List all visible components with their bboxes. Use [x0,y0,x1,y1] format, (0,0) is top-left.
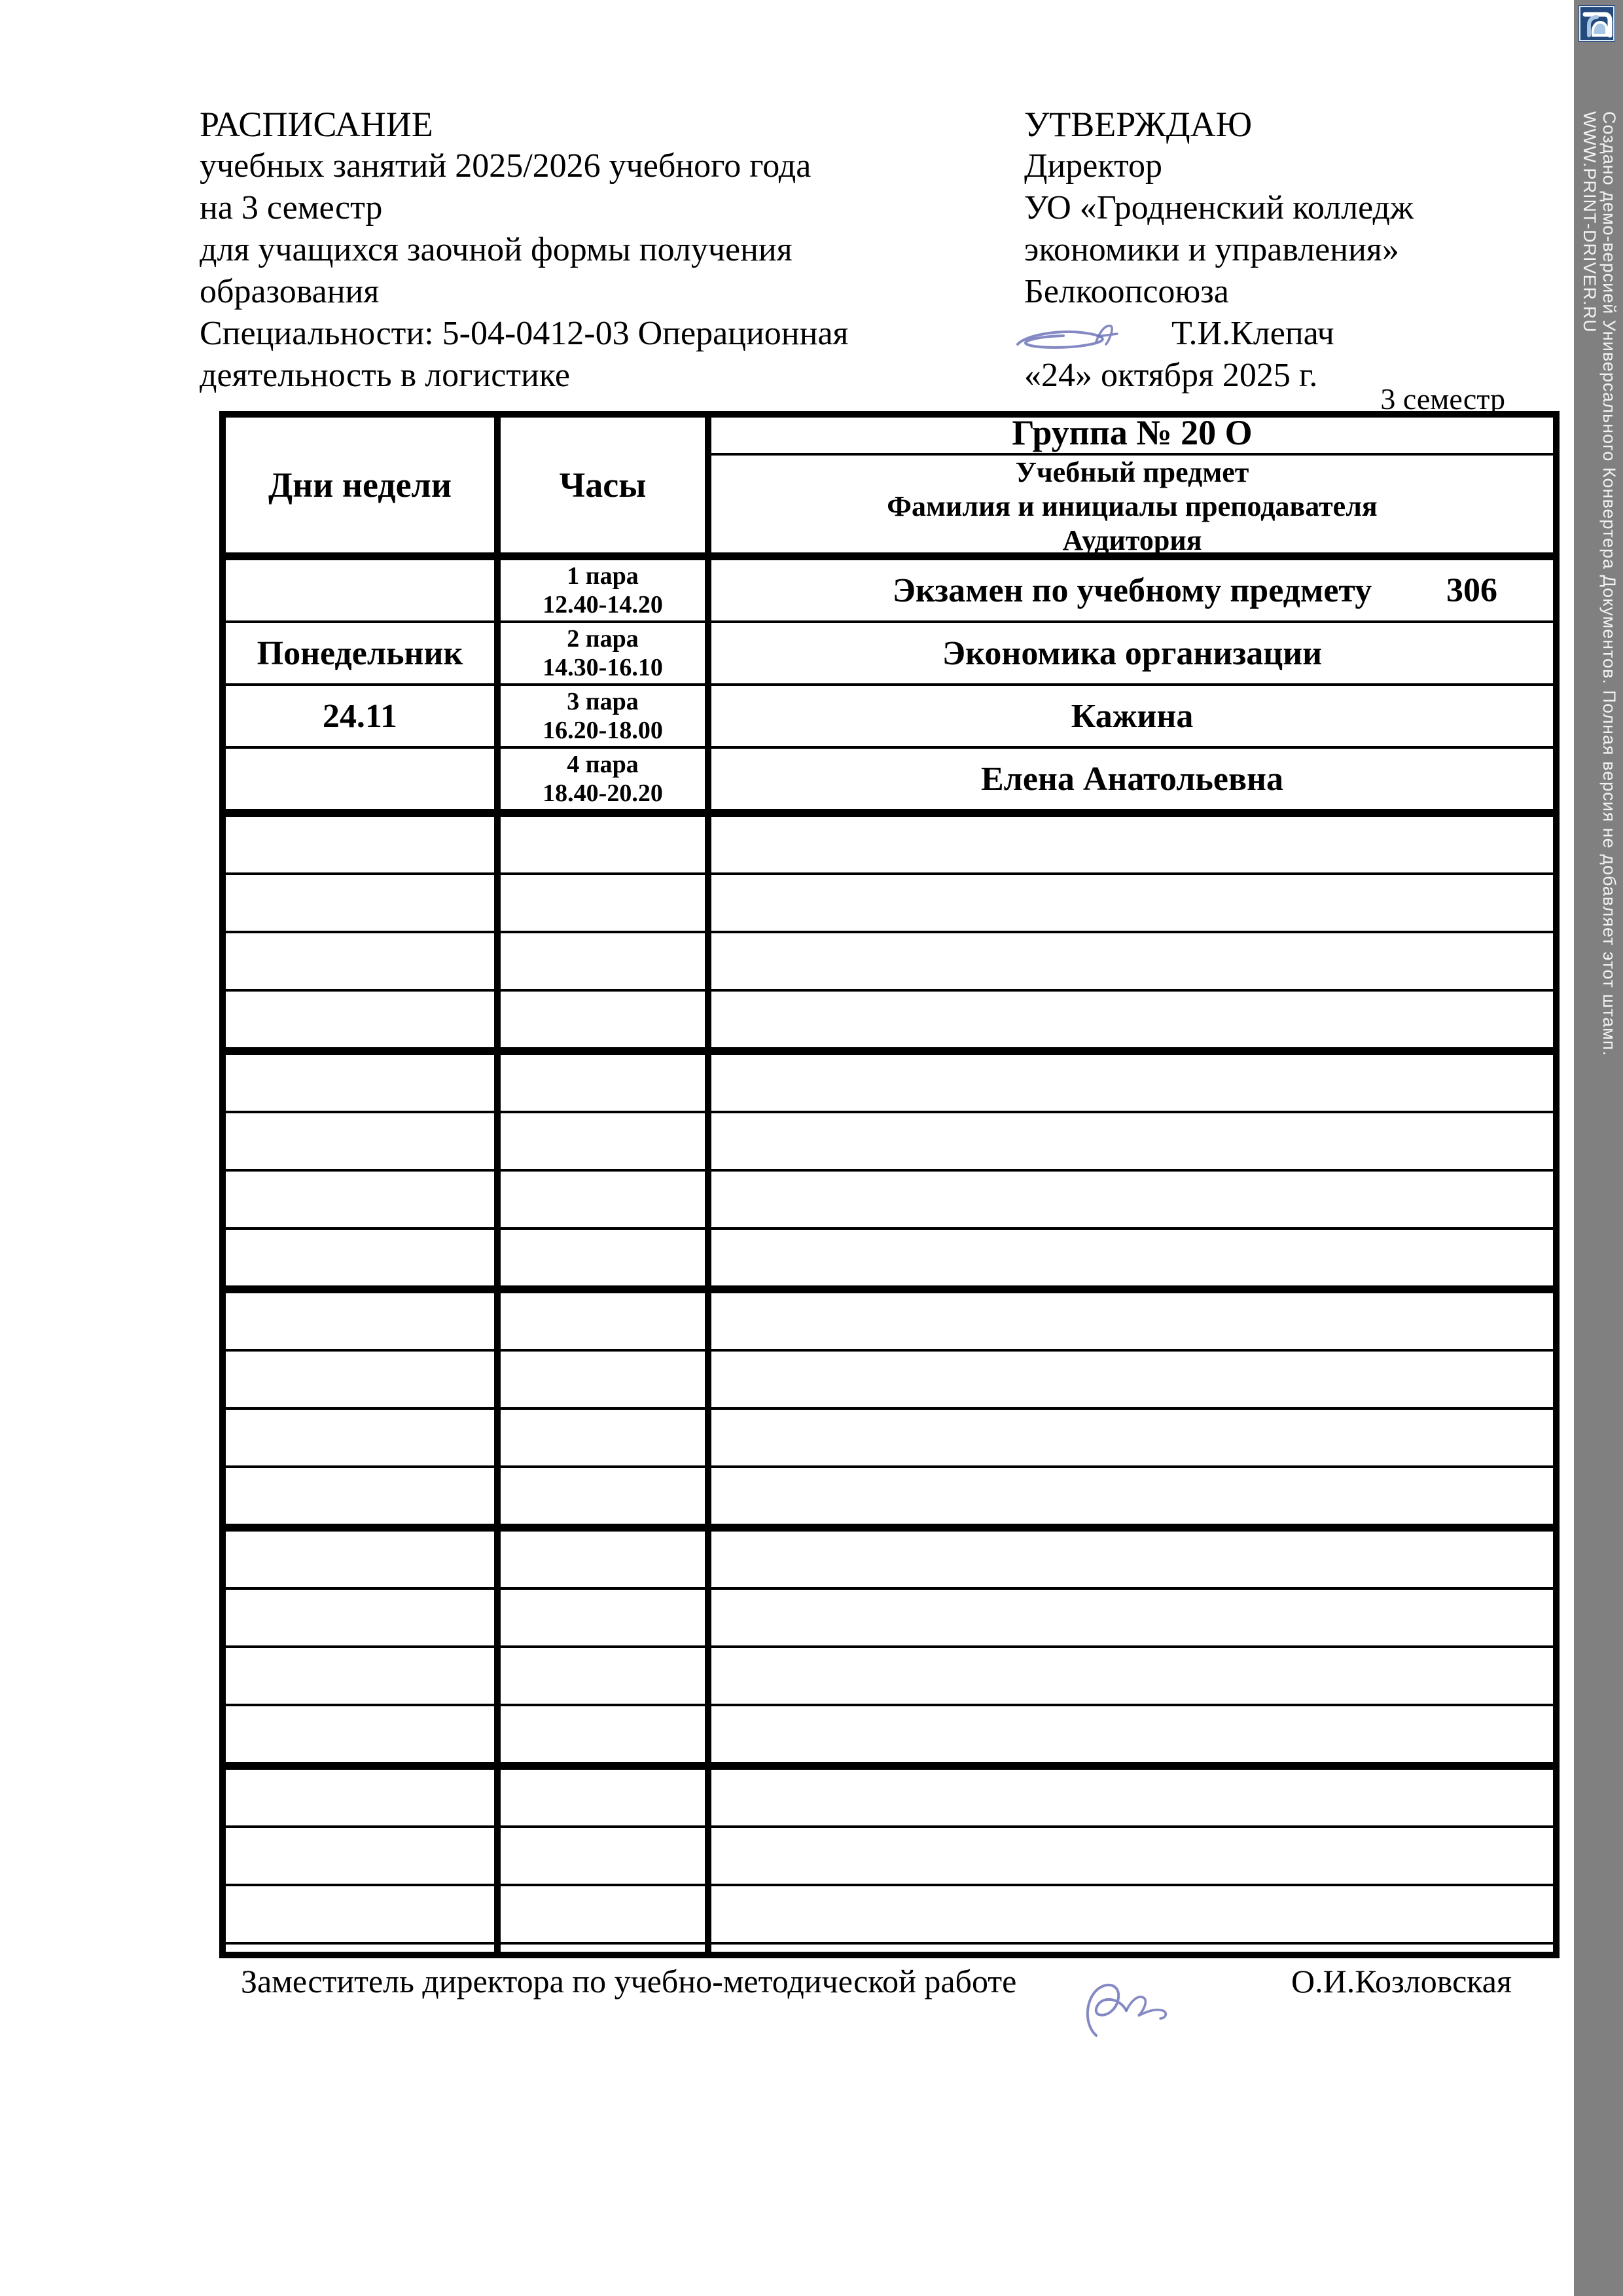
cell-lesson [711,1828,1553,1884]
day-block-empty [226,1285,1553,1524]
table-row [226,1407,1553,1465]
cell-day [226,749,501,809]
cell-day [226,875,501,931]
day-block-empty [226,809,1553,1047]
table-row [226,872,1553,931]
table-row [226,1587,1553,1645]
cell-day [226,1828,501,1884]
cell-period [501,1770,711,1825]
table-row [226,1532,1553,1587]
group-header: Группа № 20 О [711,412,1553,456]
table-row [226,1942,1553,1958]
period-number: 2 пара [567,625,639,653]
table-row [226,1055,1553,1111]
approval-block [1024,103,1561,397]
schedule-specialty-line: Специальности: 5-04-0412-03 Операционная [200,315,849,352]
schedule-title: РАСПИСАНИЕ [200,105,433,144]
schedule-subtitle-line: учебных занятий 2025/2026 учебного года [200,147,812,185]
cell-period [501,1055,711,1111]
approval-line: Директор [1024,147,1162,185]
subheader-subject: Учебный предмет [1015,456,1249,488]
table-row [226,746,1553,809]
cell-day [226,1113,501,1169]
cell-period [501,1468,711,1524]
day-block-empty [226,1524,1553,1762]
cell-period [501,1113,711,1169]
cell-lesson [711,875,1553,931]
cell-day [226,1468,501,1524]
schedule-subtitle-line: образования [200,273,380,310]
table-row [226,1227,1553,1285]
teacher-firstname: Елена Анатольевна [980,760,1284,798]
cell-day [226,560,501,620]
cell-lesson [711,1172,1553,1227]
period-number: 3 пара [567,688,639,715]
table-row [226,560,1553,620]
cell-period [501,875,711,931]
hours-column-header: Часы [501,418,711,552]
period-number: 4 пара [567,751,639,778]
cell-period [501,1352,711,1407]
director-signature-line [1024,313,1561,355]
cell-day [226,992,501,1047]
cell-period [501,1172,711,1227]
cell-day [226,817,501,872]
period-time: 16.20-18.00 [543,717,663,744]
cell-day-date: 24.11 [226,686,501,746]
cell-period [501,1590,711,1645]
cell-lesson [711,1352,1553,1407]
cell-lesson [711,1770,1553,1825]
cell-period [501,1648,711,1704]
table-row [226,1770,1553,1825]
day-block-monday [226,552,1553,809]
cell-day-name: Понедельник [226,623,501,683]
director-signature-icon [1012,318,1163,356]
cell-period [501,817,711,872]
cell-lesson [711,1055,1553,1111]
watermark-strip [1574,0,1623,2296]
cell-lesson [711,749,1553,809]
cell-lesson [711,1230,1553,1285]
day-block-empty [226,1762,1553,1958]
subheader-teacher: Фамилия и инициалы преподавателя [887,490,1378,522]
table-row [226,683,1553,746]
cell-day [226,1590,501,1645]
subject-name: Экономика организации [942,634,1323,672]
cell-period [501,1293,711,1349]
cell-day [226,1410,501,1465]
cell-lesson [711,686,1553,746]
cell-period-2 [501,623,711,683]
cell-period-1 [501,560,711,620]
table-row [226,1293,1553,1349]
approval-title: УТВЕРЖДАЮ [1024,105,1253,144]
room-number: 306 [1446,571,1497,609]
group-subheader [711,456,1553,558]
table-row [226,1704,1553,1762]
semester-label: 3 семестр [1380,382,1505,416]
cell-day [226,1886,501,1942]
days-column-header: Дни недели [226,418,501,552]
period-time: 14.30-16.10 [543,654,663,681]
table-row [226,1645,1553,1704]
schedule-subtitle-line: на 3 семестр [200,189,383,226]
schedule-specialty-line: деятельность в логистике [200,357,570,394]
cell-period [501,1828,711,1884]
cell-lesson [711,992,1553,1047]
director-name: Т.И.Клепач [1171,315,1334,352]
approval-line: УО «Гродненский колледж [1024,189,1414,226]
cell-period [501,1886,711,1942]
schedule-title-block [200,103,1037,397]
cell-day [226,1945,501,1958]
cell-lesson [711,1468,1553,1524]
watermark-text: Создано демо-версией Универсального Конвертера Документов. Полная версия не добавляет этот штамп. [1599,111,1619,1056]
cell-lesson [711,1590,1553,1645]
cell-lesson [711,1886,1553,1942]
table-row [226,1465,1553,1524]
cell-lesson [711,1648,1553,1704]
cell-day [226,1172,501,1227]
table-row [226,1111,1553,1169]
cell-period [501,933,711,989]
cell-lesson [711,623,1553,683]
cell-lesson [711,1293,1553,1349]
cell-day [226,1532,501,1587]
cell-period [501,1945,711,1958]
table-row [226,620,1553,683]
table-row [226,817,1553,872]
deputy-signature-icon [1070,1978,1194,2043]
cell-day [226,1293,501,1349]
footer-line [241,1962,1510,2000]
subheader-room: Аудитория [1062,524,1202,556]
table-row [226,989,1553,1047]
day-block-empty [226,1047,1553,1285]
schedule-subtitle-line: для учащихся заочной формы получения [200,231,793,268]
table-row [226,1349,1553,1407]
cell-day [226,1706,501,1762]
cell-period [501,1706,711,1762]
cell-period [501,1230,711,1285]
deputy-title: Заместитель директора по учебно-методической работе [241,1963,1017,2000]
cell-lesson [711,1706,1553,1762]
table-header-row [226,413,1553,556]
cell-lesson [711,1532,1553,1587]
cell-day [226,933,501,989]
table-row [226,1884,1553,1942]
watermark-url: WWW.PRINT-DRIVER.RU [1580,111,1599,333]
cell-lesson [711,1113,1553,1169]
cell-day [226,1352,501,1407]
cell-period-4 [501,749,711,809]
cell-lesson [711,817,1553,872]
cell-day [226,1230,501,1285]
cell-lesson [711,1410,1553,1465]
period-number: 1 пара [567,562,639,590]
cell-period-3 [501,686,711,746]
approval-date: «24» октября 2025 г. [1024,357,1318,394]
print-driver-logo-icon [1578,5,1615,42]
cell-period [501,1410,711,1465]
deputy-name: О.И.Козловская [1291,1963,1512,2000]
schedule-table [219,411,1560,1958]
teacher-lastname: Кажина [1071,697,1194,735]
period-time: 12.40-14.20 [543,591,663,619]
cell-day [226,1648,501,1704]
table-row [226,1825,1553,1884]
cell-lesson [711,933,1553,989]
cell-lesson [711,560,1553,620]
table-row [226,931,1553,989]
cell-day [226,1770,501,1825]
table-row [226,1169,1553,1227]
exam-label: Экзамен по учебному предмету [892,571,1372,609]
approval-line: экономики и управления» [1024,231,1399,268]
cell-period [501,1532,711,1587]
cell-day [226,1055,501,1111]
period-time: 18.40-20.20 [543,780,663,807]
cell-period [501,992,711,1047]
cell-lesson [711,1945,1553,1958]
approval-line: Белкоопсоюза [1024,273,1229,310]
